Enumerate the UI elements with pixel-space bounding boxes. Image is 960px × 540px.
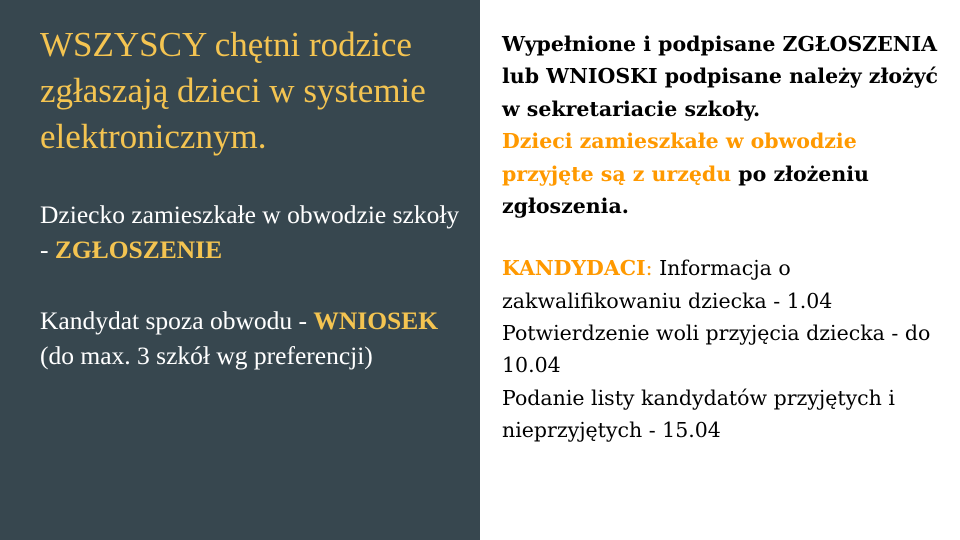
out-of-district-info bbox=[40, 303, 460, 373]
right-panel bbox=[480, 0, 960, 540]
out-of-district-suffix: (do max. 3 szkół wg preferencji) bbox=[40, 341, 373, 371]
wniosek-highlight: WNIOSEK bbox=[313, 305, 439, 335]
lists-line: Podanie listy kandydatów przyjętych i nieprzyjętych - 15.04 bbox=[502, 385, 895, 443]
candidates-info bbox=[502, 252, 942, 446]
in-district-info bbox=[40, 197, 460, 267]
zgloszenie-highlight: ZGŁOSZENIE bbox=[54, 234, 223, 264]
spacer bbox=[502, 222, 942, 252]
right-text-block bbox=[502, 28, 942, 447]
qualification-line: Informacja o zakwalifikowaniu dziecka - 1.04 bbox=[502, 256, 833, 313]
out-of-district-text: Kandydat spoza obwodu - bbox=[40, 305, 314, 335]
ex-officio-highlight: Dzieci zamieszkałe w obwodzie przyjęte są z urzędu bbox=[502, 129, 857, 186]
submission-info bbox=[502, 28, 942, 222]
candidates-colon: : bbox=[645, 256, 653, 281]
candidates-label: KANDYDACI bbox=[502, 256, 646, 281]
after-submission-text: po złożeniu zgłoszenia. bbox=[502, 161, 869, 218]
confirmation-line: Potwierdzenie woli przyjęcia dziecka - do 10.04 bbox=[502, 321, 931, 378]
submission-text: Wypełnione i podpisane ZGŁOSZENIA lub WNIOSKI podpisane należy złożyć w sekretariacie szkoły. bbox=[502, 32, 939, 121]
headline: WSZYSCY chętni rodzice zgłaszają dzieci w systemie elektronicznym. bbox=[40, 25, 426, 157]
left-text-block bbox=[40, 22, 460, 409]
in-district-text: Dziecko zamieszkałe w obwodzie szkoły - bbox=[40, 199, 460, 264]
